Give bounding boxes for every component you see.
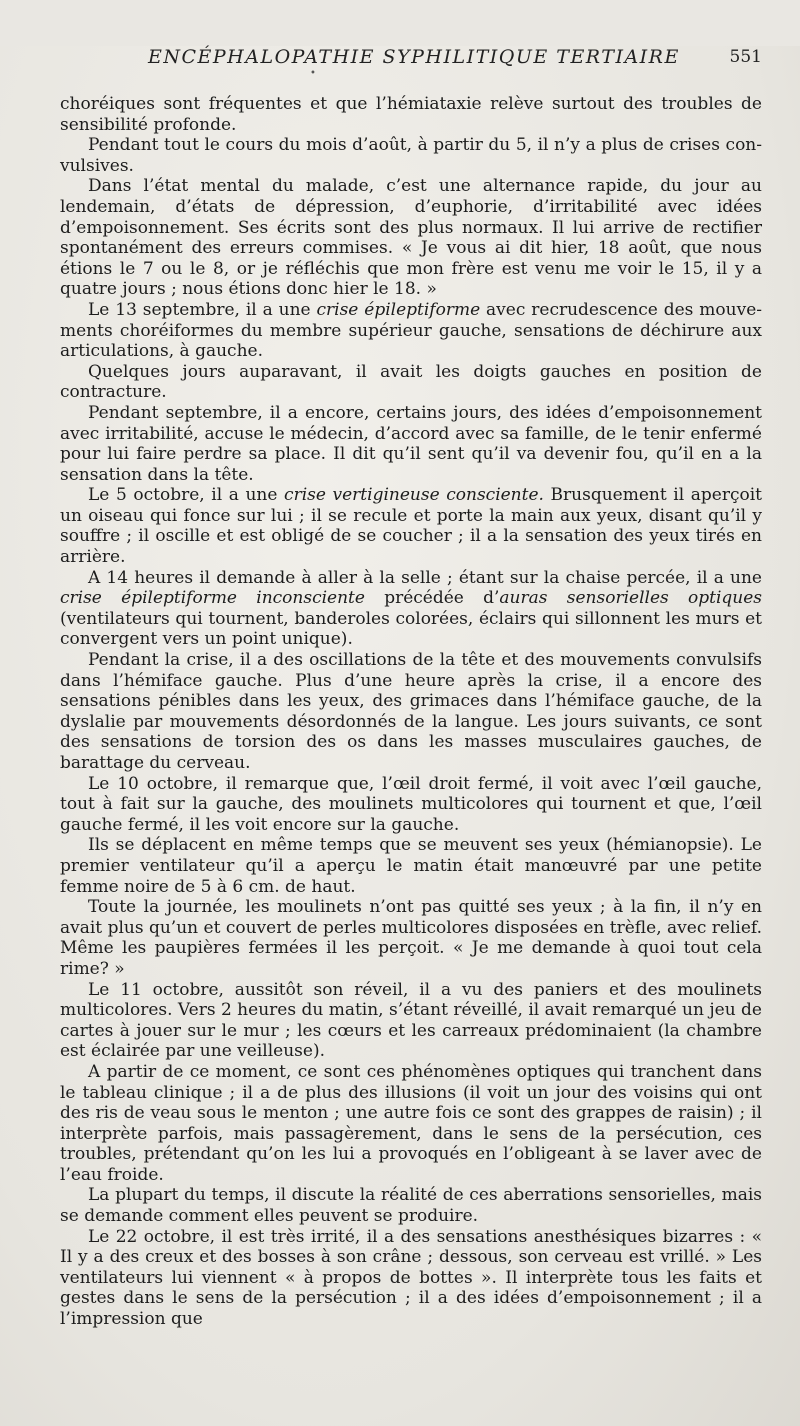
text-run: A 14 heures il demande à aller à la selle ; étant sur la chaise percée, il a une [88, 567, 762, 588]
italic-phrase: crise épileptiforme [316, 299, 481, 320]
italic-phrase: auras sensorielles optiques [499, 588, 762, 609]
text-run: choréiques sont fréquentes et que l’hémiataxie relève surtout des troubles de sensibilité profonde. [60, 94, 762, 135]
text-run: Pendant septembre, il a encore, certains jours, des idées d’empoisonnement avec irritabilité, accuse le médecin, d’accord avec sa famille, de le tenir enfermé pour lui faire perdre sa place. Il dit qu’il sent qu’il va devenir fou, qu’il en a la sensation dans la tête. [60, 402, 762, 485]
paragraph [60, 1185, 762, 1226]
text-run: (ventilateurs qui tournent, banderoles colorées, éclairs qui sillonnent les murs et convergent vers un point unique). [60, 608, 762, 650]
paragraph [60, 362, 762, 403]
text-run: précédée d’ [364, 588, 500, 609]
text-run: avec recrudescence des mouvements choréiformes du membre supérieur gauche, sensations de déchirure aux articulations, à gauche. [60, 299, 763, 362]
paragraph [60, 94, 762, 135]
page-header [60, 46, 762, 84]
text-run: Le 22 octobre, il est très irrité, il a des sensations anesthésiques bizarres : « Il y a des creux et des bosses à son crâne ; dessous, son cerveau est vrillé. » Les ventilateurs lui viennent « à propos de bottes ». Il interprète tous les faits et gestes dans le sens de la persécution ; il a des idées d’empoisonnement ; il a l’impression que [60, 1226, 762, 1330]
paragraph [60, 135, 762, 176]
text-run: Toute la journée, les moulinets n’ont pas quitté ses yeux ; à la fin, il n’y en avait plus qu’un et couvert de perles multicolores disposées en trèfle, avec relief. Même les paupières fermées il les perçoit. « Je me demande à quoi tout cela rime? » [60, 897, 762, 979]
paragraph [60, 835, 762, 897]
text-run: Dans l’état mental du malade, c’est une alternance rapide, du jour au lendemain, d’états de dépression, d’euphorie, d’irritabilité avec idées d’empoisonnement. Ses écrits sont des plus normaux. Il lui arrive de rectifier spontanément des erreurs commises. « Je vous ai dit hier, 18 août, que nous étions le 7 ou le 8, or je réfléchis que mon frère est venu me voir le 15, il y a quatre jours ; nous étions donc hier le 18. » [60, 176, 762, 300]
paragraph [60, 650, 762, 774]
italic-phrase: crise épileptiforme inconsciente [60, 588, 365, 609]
text-run: A partir de ce moment, ce sont ces phénomènes optiques qui tranchent dans le tableau clinique ; il a de plus des illusions (il voit un jour des voisins qui ont des ris de veau sous le menton ; une autre fois ce sont des grappes de raisin) ; il interprète parfois, mais passagèrement, dans le sens de la persécution, ces troubles, prétendant qu’on les lui a provoqués en l’obligeant à se laver avec de l’eau froide. [60, 1061, 762, 1185]
document-page [0, 46, 800, 1426]
text-run: Ils se déplacent en même temps que se meuvent ses yeux (hémianopsie). Le premier ventilateur qu’il a aperçu le matin était manœuvré par une petite femme noire de 5 à 6 cm. de haut. [60, 835, 762, 897]
text-run: Le 11 octobre, aussitôt son réveil, il a vu des paniers et des moulinets multicolores. Vers 2 heures du matin, s’étant réveillé, il avait remarqué un jeu de cartes à jouer sur le mur ; les cœurs et les carreaux prédominaient (la chambre est éclairée par une veilleuse). [60, 979, 762, 1062]
paragraph [60, 176, 762, 300]
paragraph [60, 568, 762, 650]
text-run: Brusquement il aperçoit un oiseau qui fonce sur lui ; il se recule et porte la main aux yeux, disant qu’il y souffre ; il oscille et est obligé de se coucher ; il a la sensation des yeux tirés en arrière. [60, 485, 762, 568]
text-run: La plupart du temps, il discute la réalité de ces aberrations sensorielles, mais se demande comment elles peuvent se produire. [60, 1185, 762, 1227]
paragraph [60, 774, 762, 836]
text-run: Pendant la crise, il a des oscillations de la tête et des mouvements convulsifs dans l’hémiface gauche. Plus d’une heure après la crise, il a encore des sensations pénibles dans les yeux, des grimaces dans l’hémiface gauche, de la dyslalie par mouvements désordonnés de la langue. Les jours suivants, ce sont des sensations de torsion des os dans les masses musculaires gauches, de barattage du cerveau. [60, 650, 762, 773]
paragraph [60, 485, 762, 567]
page-number: 551 [729, 47, 762, 67]
paragraph [60, 1062, 762, 1186]
text-run: Pendant tout le cours du mois d’août, à partir du 5, il n’y a plus de crises convulsives. [60, 135, 762, 176]
ink-dot: • [310, 68, 316, 79]
text-run: Le 10 octobre, il remarque que, l’œil droit fermé, il voit avec l’œil gauche, tout à fait sur la gauche, des moulinets multicolores qui tournent et que, l’œil gauche fermé, il les voit encore sur la gauche. [60, 773, 762, 835]
paragraph [60, 403, 762, 485]
paragraph [60, 897, 762, 979]
paragraph [60, 1227, 762, 1330]
running-title: ENCÉPHALOPATHIE SYPHILITIQUE TERTIAIRE [148, 46, 680, 68]
body-text [60, 94, 762, 1330]
text-run: Le 5 octobre, il a une [88, 485, 285, 506]
italic-phrase: crise vertigineuse consciente. [284, 485, 544, 506]
text-run: Le 13 septembre, il a une [88, 299, 317, 320]
text-run: Quelques jours auparavant, il avait les doigts gauches en position de contracture. [60, 361, 762, 403]
paragraph [60, 300, 762, 362]
paragraph [60, 980, 762, 1062]
